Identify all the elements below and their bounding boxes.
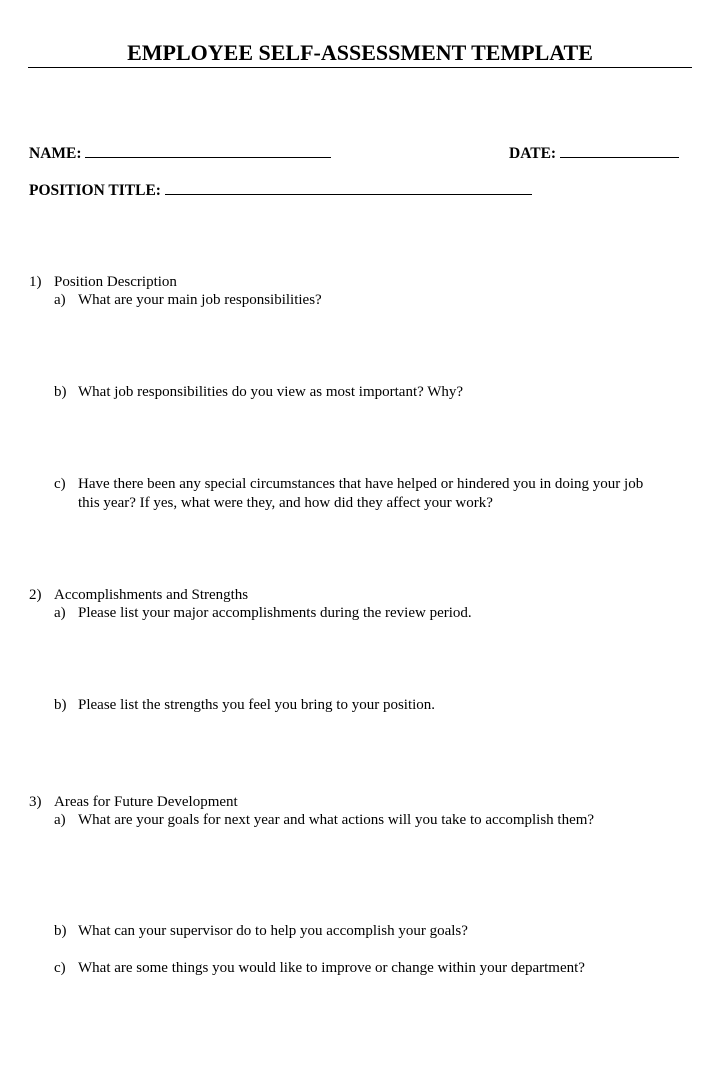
question-letter: a) bbox=[54, 292, 66, 308]
question-letter: c) bbox=[54, 476, 66, 492]
question-text: Please list your major accomplishments during the review period. bbox=[78, 605, 472, 621]
question-text: What are some things you would like to improve or change within your department? bbox=[78, 960, 585, 976]
section-heading: Areas for Future Development bbox=[54, 794, 238, 810]
question-letter: a) bbox=[54, 812, 66, 828]
question-text: What are your main job responsibilities? bbox=[78, 292, 322, 308]
question-letter: c) bbox=[54, 960, 66, 976]
name-label: NAME: bbox=[29, 145, 82, 162]
position-title-field bbox=[29, 180, 532, 200]
date-field bbox=[509, 143, 679, 163]
question-text: Please list the strengths you feel you bring to your position. bbox=[78, 697, 436, 713]
section-heading: Accomplishments and Strengths bbox=[54, 587, 249, 603]
position-title-blank-line[interactable] bbox=[165, 180, 532, 195]
section-heading: Position Description bbox=[54, 274, 177, 290]
name-field bbox=[29, 143, 331, 163]
document-title: EMPLOYEE SELF-ASSESSMENT TEMPLATE bbox=[127, 40, 593, 65]
question-text-line-2: this year? If yes, what were they, and how did they affect your work? bbox=[78, 495, 493, 511]
question-letter: b) bbox=[54, 697, 67, 713]
section-number: 1) bbox=[29, 274, 42, 290]
question-letter: b) bbox=[54, 923, 67, 939]
title-divider bbox=[28, 67, 692, 68]
question-text: What can your supervisor do to help you accomplish your goals? bbox=[78, 923, 468, 939]
date-label: DATE: bbox=[509, 145, 557, 162]
date-blank-line[interactable] bbox=[560, 143, 679, 158]
position-title-label: POSITION TITLE: bbox=[29, 182, 161, 199]
question-letter: a) bbox=[54, 605, 66, 621]
name-blank-line[interactable] bbox=[85, 143, 331, 158]
section-number: 2) bbox=[29, 587, 42, 603]
question-letter: b) bbox=[54, 384, 67, 400]
question-text-line-1: Have there been any special circumstances that have helped or hindered you in doing your job bbox=[78, 476, 644, 492]
question-text: What job responsibilities do you view as most important? Why? bbox=[78, 384, 464, 400]
section-number: 3) bbox=[29, 794, 42, 810]
question-text: What are your goals for next year and what actions will you take to accomplish them? bbox=[78, 812, 595, 828]
